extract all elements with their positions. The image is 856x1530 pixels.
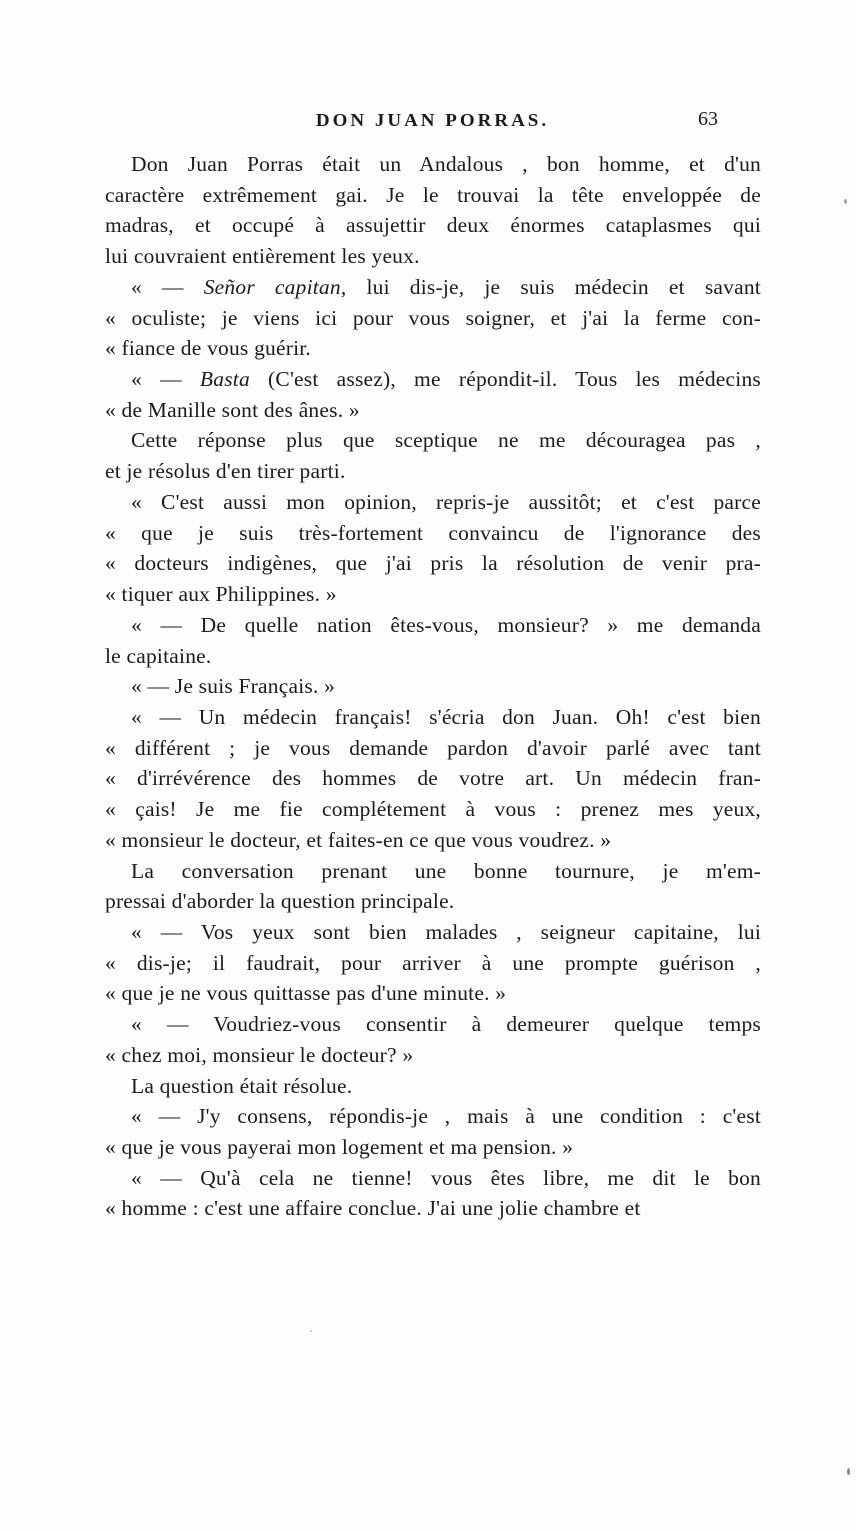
- paragraph: [105, 702, 761, 856]
- text-line: « chez moi, monsieur le docteur? »: [105, 1042, 414, 1067]
- paragraph: [105, 1009, 761, 1070]
- page-title: DON JUAN PORRAS.: [315, 110, 550, 131]
- paragraph: [105, 917, 761, 1009]
- paragraph: [105, 610, 761, 671]
- paragraph: [105, 856, 761, 917]
- scan-speck: [847, 1468, 850, 1475]
- text-line: « — De quelle nation êtes-vous, monsieur? » me demanda: [131, 612, 761, 637]
- text-line: « docteurs indigènes, que j'ai pris la résolution de venir pra-: [105, 551, 761, 576]
- text-line: lui couvraient entièrement les yeux.: [105, 244, 420, 269]
- paragraph: [105, 1101, 761, 1162]
- text-line: « oculiste; je viens ici pour vous soigner, et j'ai la ferme con-: [105, 305, 761, 330]
- text-line: caractère extrêmement gai. Je le trouvai la tête enveloppée de: [105, 182, 761, 207]
- paragraph: [105, 671, 761, 702]
- scan-speck: [310, 1330, 312, 1332]
- text-line: « — J'y consens, répondis-je , mais à une condition : c'est: [131, 1104, 761, 1129]
- text-line: « homme : c'est une affaire conclue. J'ai une jolie chambre et: [105, 1196, 641, 1221]
- text-line: « différent ; je vous demande pardon d'avoir parlé avec tant: [105, 735, 761, 760]
- text-line: « C'est aussi mon opinion, repris-je aussitôt; et c'est parce: [131, 489, 761, 514]
- paragraph: [105, 272, 761, 364]
- text-line: « — Vos yeux sont bien malades , seigneur capitaine, lui: [131, 919, 761, 944]
- text-line: « — Señor capitan, lui dis-je, je suis médecin et savant: [131, 274, 761, 299]
- text-line: pressai d'aborder la question principale.: [105, 889, 455, 914]
- scan-speck: [844, 199, 847, 204]
- page-body: [105, 149, 761, 1224]
- text-line: La question était résolue.: [131, 1073, 353, 1098]
- paragraph: [105, 149, 761, 272]
- paragraph: [105, 425, 761, 486]
- text-line: La conversation prenant une bonne tournure, je m'em-: [131, 858, 761, 883]
- text-line: « çais! Je me fie complétement à vous : prenez mes yeux,: [105, 797, 761, 822]
- text-line: « que je ne vous quittasse pas d'une minute. »: [105, 981, 507, 1006]
- text-line: « monsieur le docteur, et faites-en ce que vous voudrez. »: [105, 827, 612, 852]
- text-line: « que je suis très-fortement convaincu de l'ignorance des: [105, 520, 761, 545]
- text-line: madras, et occupé à assujettir deux énormes cataplasmes qui: [105, 213, 761, 238]
- text-line: « — Voudriez-vous consentir à demeurer quelque temps: [131, 1012, 761, 1037]
- text-line: « fiance de vous guérir.: [105, 336, 311, 361]
- text-line: « — Qu'à cela ne tienne! vous êtes libre, me dit le bon: [131, 1165, 761, 1190]
- text-line: « que je vous payerai mon logement et ma pension. »: [105, 1135, 574, 1159]
- paragraph: [105, 364, 761, 425]
- text-line: Don Juan Porras était un Andalous , bon homme, et d'un: [131, 152, 761, 176]
- text-line: le capitaine.: [105, 643, 212, 668]
- text-line: « — Je suis Français. »: [131, 674, 336, 699]
- text-line: Cette réponse plus que sceptique ne me découragea pas ,: [131, 428, 761, 453]
- text-line: « — Basta (C'est assez), me répondit-il. Tous les médecins: [131, 367, 761, 392]
- page-number: 63: [698, 108, 718, 130]
- text-line: et je résolus d'en tirer parti.: [105, 459, 346, 484]
- paragraph: [105, 487, 761, 610]
- text-line: « de Manille sont des ânes. »: [105, 397, 360, 422]
- running-header: [105, 110, 760, 138]
- text-line: « d'irrévérence des hommes de votre art. Un médecin fran-: [105, 766, 761, 791]
- paragraph: [105, 1163, 761, 1224]
- text-line: « — Un médecin français! s'écria don Juan. Oh! c'est bien: [131, 704, 761, 729]
- text-line: « dis-je; il faudrait, pour arriver à une prompte guérison ,: [105, 950, 761, 975]
- text-line: « tiquer aux Philippines. »: [105, 582, 337, 607]
- paragraph: [105, 1071, 761, 1102]
